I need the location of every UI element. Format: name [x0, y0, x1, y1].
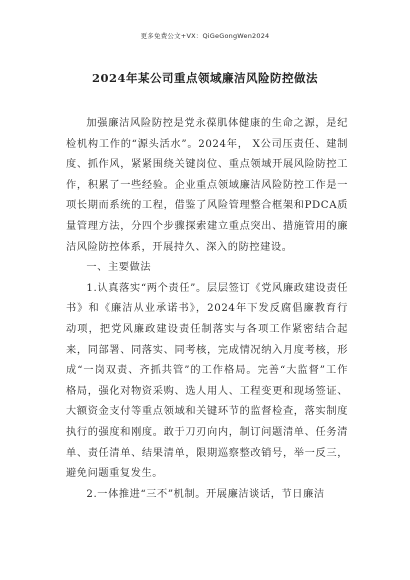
- document-title: 2024年某公司重点领域廉洁风险防控做法: [91, 71, 318, 85]
- header-note: 更多免费公文+VX：QiGeGongWen2024: [140, 32, 270, 40]
- document-body: [66, 114, 348, 505]
- list-item: 1.认真落实“两个责任”。层层签订《党风廉政建设责任书》和《廉洁从业承诺书》，2024年下发反腐倡廉教育行动项，把党风廉政建设责任制落实与各项工作紧密结合起来，同部署、同落实、同考核，完成情况纳入月度考核，形成“一岗双责、齐抓共管”的工作格局。完善“大监督”工作格局，强化对物资采购、选人用人、工程变更和现场签证、大额资金支付等重点领域和关键环节的监督检查，落实制度执行的强度和刚度。敢于刀刃向内，制订问题清单、任务清单、责任清单、结果清单，限期巡察整改销号，举一反三，避免问题重复发生。: [66, 282, 348, 480]
- intro-paragraph: 加强廉洁风险防控是党永葆肌体健康的生命之源，是纪检机构工作的“源头活水”。2024年， X公司压责任、建制度、抓作风，紧紧围绕关键岗位、重点领域开展风险防控工作，积累了一些经验。企业重点领域廉洁风险防控工作是一项长期而系统的工程，借鉴了风险管理整合框架和PDCA质量管理方法，分四个步骤探索建立重点突出、措施管用的廉洁风险防控体系，开展持久、深入的防控建设。: [66, 118, 348, 253]
- list-item: 2.一体推进“三不”机制。开展廉洁谈话，节日廉洁: [86, 488, 325, 500]
- section-heading: 一、主要做法: [86, 262, 152, 274]
